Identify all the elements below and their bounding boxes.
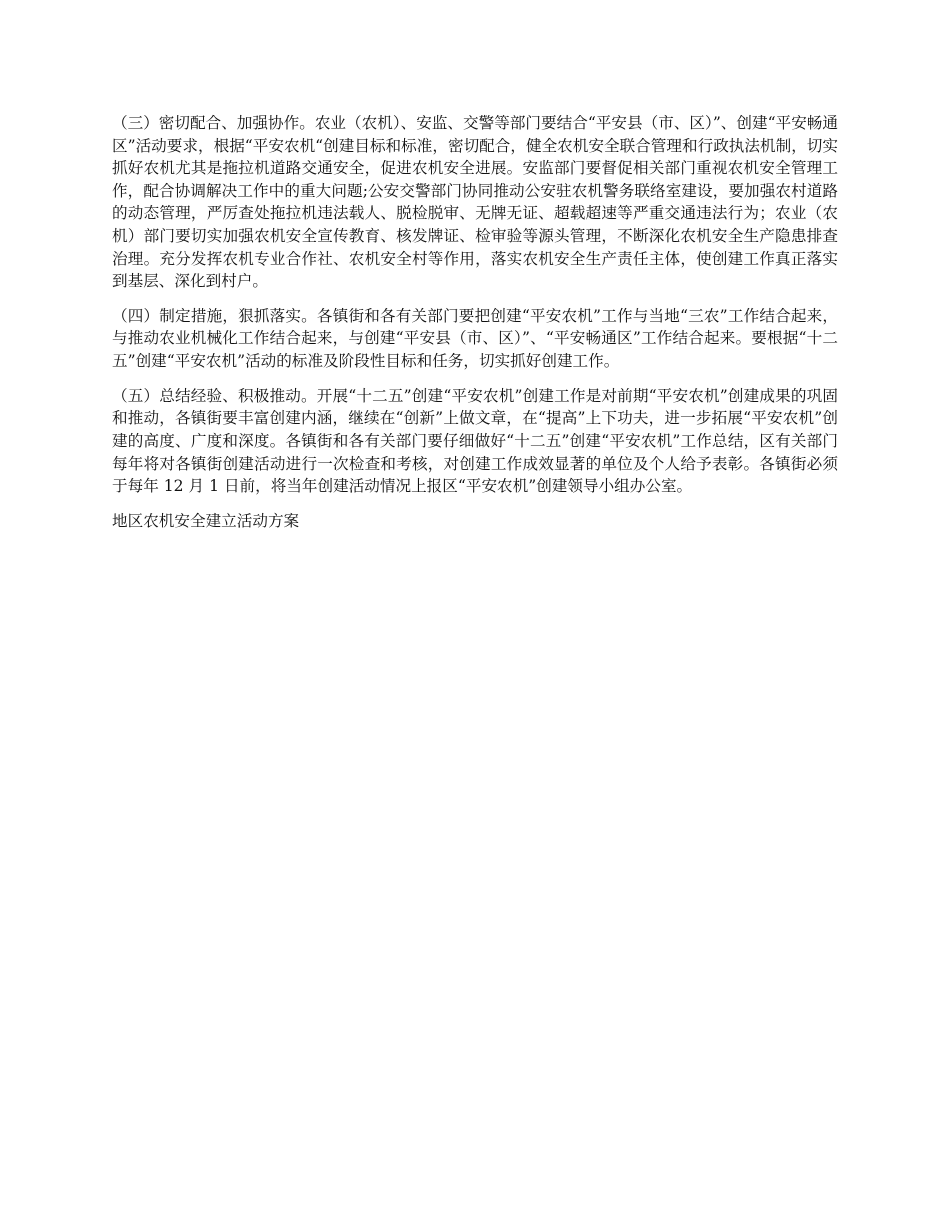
paragraph-section-three: （三）密切配合、加强协作。农业（农机）、安监、交警等部门要结合“平安县（市、区）”、创建“平安畅通区”活动要求，根据“平安农机“创建目标和标准，密切配合，健全农机安全联合管理和行政执法机制，切实抓好农机尤其是拖拉机道路交通安全，促进农机安全进展。安监部门要督促相关部门重视农机安全管理工作，配合协调解决工作中的重大问题;公安交警部门协同推动公安驻农机警务联络室建设，要加强农村道路的动态管理，严厉查处拖拉机违法载人、脱检脱审、无牌无证、超载超速等严重交通违法行为；农业（农机）部门要切实加强农机安全宣传教育、核发牌证、检审验等源头管理，不断深化农机安全生产隐患排查治理。充分发挥农机专业合作社、农机安全村等作用，落实农机安全生产责任主体，使创建工作真正落实到基层、深化到村户。 <box>112 114 838 291</box>
paragraph-section-five: （五）总结经验、积极推动。开展“十二五”创建“平安农机”创建工作是对前期“平安农机”创建成果的巩固和推动，各镇街要丰富创建内涵，继续在“创新”上做文章，在“提高”上下功夫，进一步拓展“平安农机”创建的高度、广度和深度。各镇街和各有关部门要仔细做好“十二五”创建“平安农机”工作总结，区有关部门每年将对各镇街创建活动进行一次检查和考核，对创建工作成效显著的单位及个人给予表彰。各镇街必须于每年 12 月 1 日前，将当年创建活动情况上报区“平安农机”创建领导小组办公室。 <box>112 386 838 496</box>
paragraph-section-four: （四）制定措施，狠抓落实。各镇街和各有关部门要把创建“平安农机”工作与当地“三农”工作结合起来，与推动农业机械化工作结合起来，与创建“平安县（市、区）”、“平安畅通区”工作结合起来。要根据“十二五”创建“平安农机”活动的标准及阶段性目标和任务，切实抓好创建工作。 <box>112 306 838 371</box>
document-closing-title: 地区农机安全建立活动方案 <box>112 511 300 530</box>
